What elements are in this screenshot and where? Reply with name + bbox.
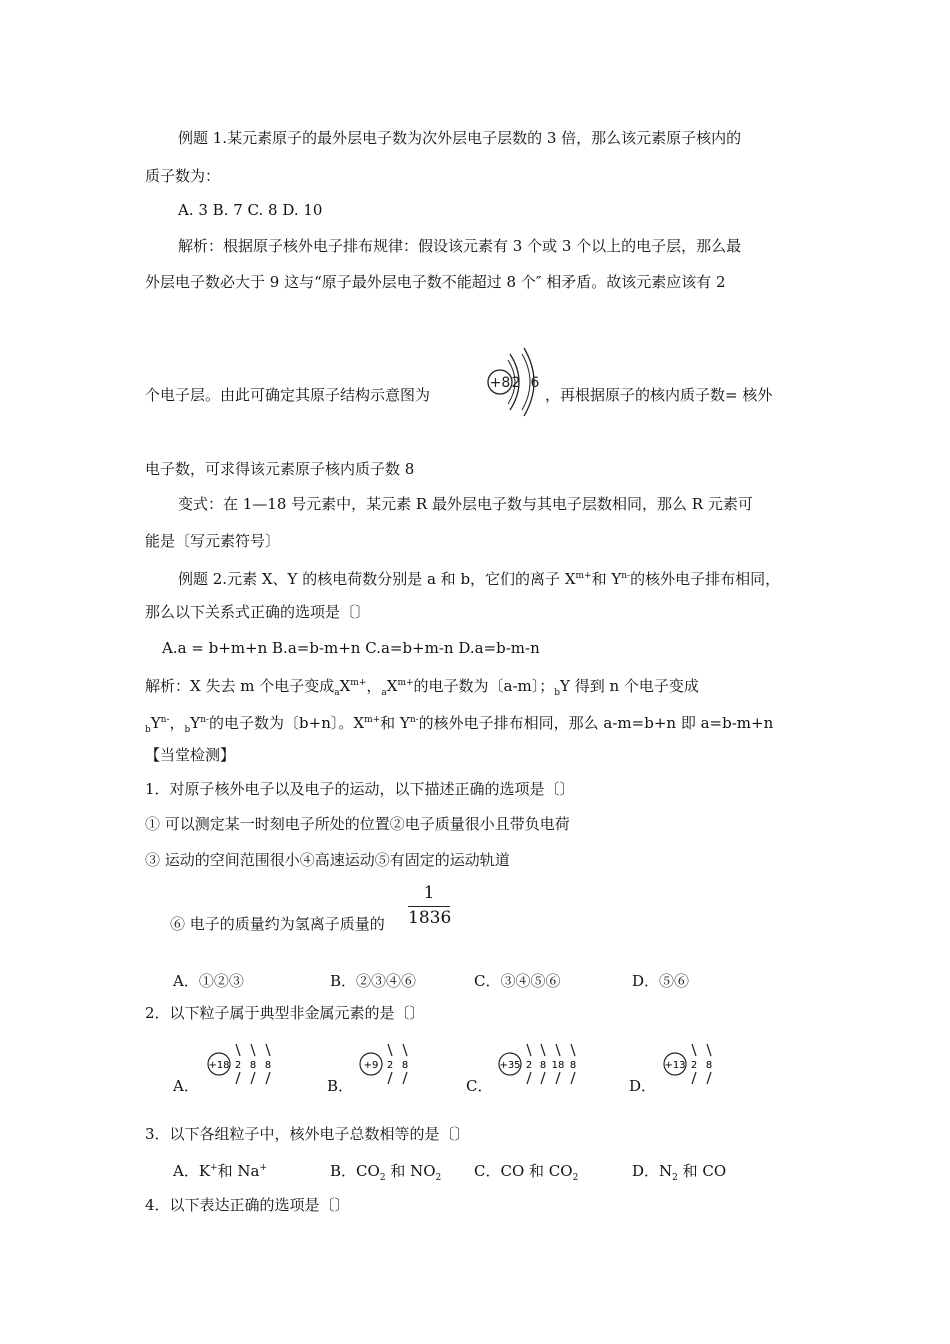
ex1-analysis-line1: 解析：根据原子核外电子排布规律：假设该元素有 3 个或 3 个以上的电子层，那么最 xyxy=(178,237,742,255)
ex1-question-line1: 例题 1.某元素原子的最外层电子数为次外层电子层数的 3 倍，那么该元素原子核内的 xyxy=(178,129,742,147)
fraction xyxy=(408,882,450,929)
q3-d-sub: 2 xyxy=(672,1173,678,1183)
sub-a-2: a xyxy=(381,688,387,698)
q3-a-sup: + xyxy=(210,1163,218,1173)
comma-2: ， xyxy=(169,714,185,732)
q1-option-b: B．②③④⑥ xyxy=(330,972,417,990)
sup-n: n- xyxy=(160,715,170,725)
sup-n-3: n- xyxy=(409,715,419,725)
q3-b-text2: 和 NO xyxy=(385,1162,436,1180)
ion-x-2: X xyxy=(386,677,398,695)
q2-stem: 2．以下粒子属于典型非金属元素的是〔〕 xyxy=(145,1004,425,1022)
ion-y-2: Y xyxy=(190,714,201,732)
shell-count: 2 xyxy=(234,1060,242,1071)
q1-line1: ① 可以测定某一时刻电子所处的位置②电子质量很小且带负电荷 xyxy=(145,815,570,833)
nucleus-charge: +8 xyxy=(489,375,511,391)
ex1-analysis-line4: 电子数，可求得该元素原子核内质子数 8 xyxy=(145,460,415,478)
ex2-q-sup1: m+ xyxy=(575,571,592,581)
sub-b-3: b xyxy=(184,725,191,735)
fraction-denominator: 1836 xyxy=(408,908,452,928)
atom-diagram-b xyxy=(357,1040,417,1088)
ex1-analysis-line3a: 个电子层。由此可确定其原子结构示意图为 xyxy=(145,386,431,404)
ex2-analysis-line2 xyxy=(145,710,773,740)
q1-option-d: D．⑤⑥ xyxy=(632,972,690,990)
shell-count: 2 xyxy=(386,1060,394,1071)
ex2-an2-text-c: 和 Y xyxy=(380,714,410,732)
q2-option-d-label: D． xyxy=(629,1077,657,1095)
ex1-question-line2: 质子数为： xyxy=(145,167,221,185)
shell-count: 2 xyxy=(690,1060,698,1071)
ex2-q-text3: 的核外电子排布相同， xyxy=(630,570,781,588)
ion-x: X xyxy=(339,677,351,695)
sup-m-2: m+ xyxy=(397,678,414,688)
shell-count: 8 xyxy=(569,1060,577,1071)
sup-m: m+ xyxy=(350,678,367,688)
ex2-analysis-line1 xyxy=(145,673,699,703)
ex2-question-line2: 那么以下关系式正确的选项是〔〕 xyxy=(145,603,371,621)
sub-b-2: b xyxy=(145,725,151,735)
shell-count-2: 6 xyxy=(530,375,540,391)
atom-diagram-c xyxy=(496,1040,582,1088)
shell-arc-2b xyxy=(522,354,530,410)
q1-option-a: A．①②③ xyxy=(173,972,244,990)
q3-a-text2: 和 Na xyxy=(217,1162,260,1180)
q3-b-sub: 2 xyxy=(379,1173,386,1183)
q3-d-text: D．N xyxy=(632,1162,673,1180)
sup-n-2: n- xyxy=(200,715,210,725)
q3-c-sub: 2 xyxy=(572,1173,579,1183)
fraction-numerator: 1 xyxy=(423,883,435,903)
q1-stem: 1．对原子核外电子以及电子的运动，以下描述正确的选项是〔〕 xyxy=(145,780,575,798)
shell-count: 2 xyxy=(525,1060,533,1071)
atom-diagram-d xyxy=(661,1040,721,1088)
q3-b-sub2: 2 xyxy=(435,1173,442,1183)
q3-option-b xyxy=(330,1160,441,1183)
q3-option-a xyxy=(173,1160,267,1181)
shell-count: 8 xyxy=(401,1060,409,1071)
sup-m-3: m+ xyxy=(364,715,381,725)
shell-count: 8 xyxy=(705,1060,713,1071)
q2-option-a-label: A． xyxy=(173,1077,199,1095)
variant-line1: 变式：在 1—18 号元素中，某元素 R 最外层电子数与其电子层数相同，那么 R 元素可 xyxy=(178,495,753,513)
nucleus-charge: +18 xyxy=(208,1060,230,1071)
ex2-an1-text-d: Y 得到 n 个电子变成 xyxy=(560,677,699,695)
q3-d-text2: 和 CO xyxy=(677,1162,727,1180)
ex2-q-sup2: n- xyxy=(621,571,631,581)
atom-structure-diagram-o xyxy=(480,342,550,422)
shell-count: 8 xyxy=(539,1060,547,1071)
q1-line3: ⑥ 电子的质量约为氢离子质量的 xyxy=(170,915,385,933)
q4-stem: 4．以下表达正确的选项是〔〕 xyxy=(145,1196,350,1214)
atom-diagram-a xyxy=(205,1040,277,1088)
q3-option-c xyxy=(474,1160,578,1183)
ex1-analysis-line3b: ，再根据原子的核内质子数= 核外 xyxy=(545,386,773,404)
q3-a-sup2: + xyxy=(259,1163,267,1173)
variant-line2: 能是〔写元素符号〕 xyxy=(145,532,281,550)
q3-b-text: B．CO xyxy=(330,1162,380,1180)
q1-option-c: C．③④⑤⑥ xyxy=(474,972,561,990)
ex2-an2-text-d: 的核外电子排布相同，那么 a-m=b+n 即 a=b-m+n xyxy=(418,714,774,732)
shell-count: 18 xyxy=(551,1060,565,1071)
ion-y: Y xyxy=(150,714,161,732)
q2-option-b-label: B． xyxy=(327,1077,354,1095)
ex2-q-text2: 和 Y xyxy=(591,570,622,588)
sub-b: b xyxy=(554,688,561,698)
nucleus-charge: +13 xyxy=(664,1060,686,1071)
ex2-options: A.a = b+m+n B.a=b-m+n C.a=b+m-n D.a=b-m-n xyxy=(162,639,540,657)
comma: ， xyxy=(366,677,382,695)
ex2-an1-text: 解析：X 失去 m 个电子变成 xyxy=(145,677,335,695)
sub-a: a xyxy=(334,688,340,698)
q3-c-text: C．CO 和 CO xyxy=(474,1162,573,1180)
q3-option-d xyxy=(632,1160,726,1183)
shell-count: 8 xyxy=(249,1060,257,1071)
shell-count: 8 xyxy=(264,1060,272,1071)
q3-stem: 3．以下各组粒子中，核外电子总数相等的是〔〕 xyxy=(145,1125,470,1143)
ex2-question-line1 xyxy=(178,566,780,589)
q1-line2: ③ 运动的空间范围很小④高速运动⑤有固定的运动轨道 xyxy=(145,851,510,869)
ex2-an2-text-b: 的电子数为〔b+n〕。X xyxy=(209,714,365,732)
nucleus-charge: +9 xyxy=(363,1060,379,1071)
check-heading: 【当堂检测】 xyxy=(145,746,236,764)
ex2-an1-text-c: 的电子数为〔a-m〕； xyxy=(413,677,555,695)
q2-option-c-label: C． xyxy=(466,1077,493,1095)
q3-a-text: A．K xyxy=(173,1162,211,1180)
nucleus-charge: +35 xyxy=(499,1060,521,1071)
ex2-q-text1: 例题 2.元素 X、Y 的核电荷数分别是 a 和 b，它们的离子 X xyxy=(178,570,576,588)
ex1-analysis-line2: 外层电子数必大于 9 这与“原子最外层电子数不能超过 8 个″ 相矛盾。故该元素应该有 2 xyxy=(145,273,726,291)
ex1-options: A. 3 B. 7 C. 8 D. 10 xyxy=(178,201,323,219)
shell-count-1: 2 xyxy=(511,375,521,391)
